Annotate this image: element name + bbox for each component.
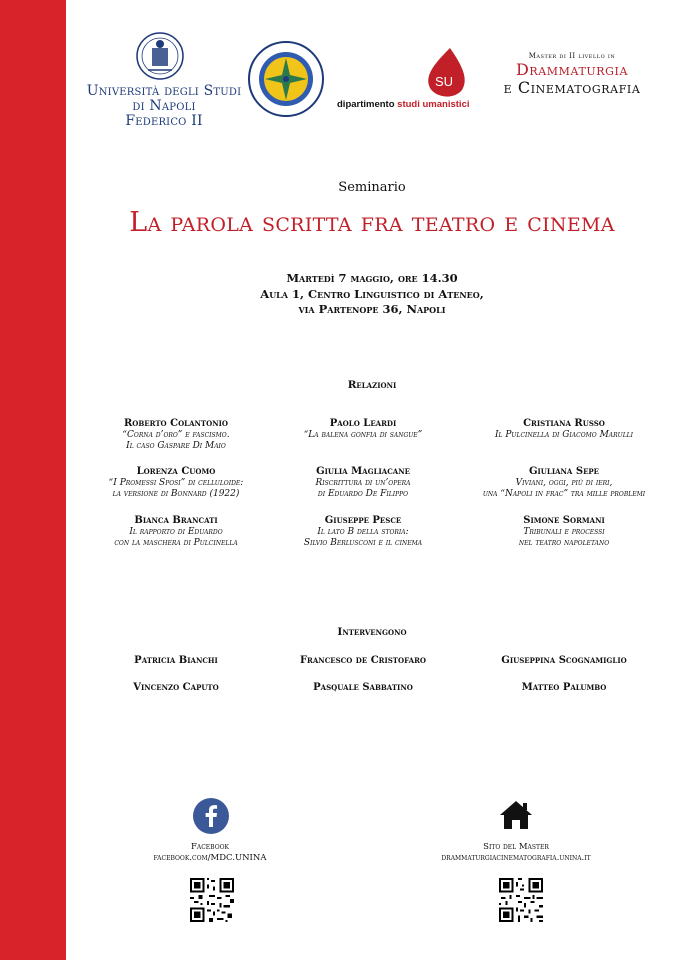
facebook-qr-code: [190, 878, 234, 922]
facebook-info: [90, 842, 330, 864]
master-name-line1: Drammaturgia: [515, 60, 629, 79]
university-name: Università degli Studi di Napoli Federico II: [86, 83, 242, 129]
home-icon[interactable]: [499, 800, 533, 830]
master-name-line2: e Cinematografia: [503, 78, 641, 97]
speaker-card: Giuseppe Pesce Il lato B della storia: Silvio Berlusconi e il cinema: [303, 515, 423, 548]
relazioni-heading: Relazioni: [347, 379, 397, 391]
event-kind: Seminario: [338, 180, 406, 195]
participant-name: Vincenzo Caputo: [133, 682, 219, 693]
university-seal-icon: [136, 30, 184, 82]
speaker-card: Lorenza Cuomo “I Promessi Sposi” di celluloide: la versione di Bonnard (1922): [108, 466, 244, 499]
participant-name: Pasquale Sabbatino: [313, 682, 413, 693]
event-venue-line2: via Partenope 36, Napoli: [298, 302, 446, 316]
speaker-card: Bianca Brancati Il rapporto di Eduardo con la maschera di Pulcinella: [114, 515, 238, 548]
event-title: La parola scritta fra teatro e cinema: [129, 207, 615, 238]
speaker-card: Cristiana Russo Il Pulcinella di Giacomo Marulli: [494, 418, 634, 440]
svg-text:SU: SU: [434, 74, 454, 89]
speaker-card: Roberto Colantonio “Corna d’oro” e fascismo. Il caso Gaspare Di Maio: [122, 418, 230, 451]
speaker-card: Giulia Magliacane Riscrittura di un’opera di Eduardo De Filippo: [315, 466, 411, 499]
department-logo-icon: [420, 46, 466, 100]
facebook-icon[interactable]: [193, 798, 229, 834]
speaker-card: Simone Sormani Tribunali e processi nel teatro napoletano: [518, 515, 610, 548]
event-venue-line1: Aula 1, Centro Linguistico di Ateneo,: [260, 286, 484, 301]
left-red-band: [0, 0, 66, 960]
site-label: Sito del Master: [483, 842, 549, 852]
intervengono-heading: Intervengono: [337, 626, 407, 638]
master-level: Master di II livello in: [528, 52, 616, 60]
facebook-label: Facebook: [190, 842, 230, 852]
participant-name: Giuseppina Scognamiglio: [501, 655, 627, 666]
participant-name: Patricia Bianchi: [134, 655, 218, 666]
event-details: [66, 271, 678, 318]
site-info: [396, 842, 636, 864]
language-centre-logo: [247, 40, 325, 118]
participant-name: Francesco de Cristofaro: [299, 655, 427, 666]
event-date-time: Martedì 7 maggio, ore 14.30: [286, 271, 458, 285]
facebook-link[interactable]: facebook.com/MDC.UNINA: [153, 853, 267, 863]
speaker-card: Giuliana Sepe Viviani, oggi, più di ieri, una “Napoli in frac” tra mille problemi: [482, 466, 646, 499]
site-qr-code: [499, 878, 543, 922]
speaker-card: Paolo Leardi “La balena gonfia di sangue”: [303, 418, 423, 440]
participant-name: Matteo Palumbo: [521, 682, 607, 693]
site-link[interactable]: drammaturgiacinematografia.unina.it: [441, 853, 591, 863]
department-name: dipartimento studi umanistici: [337, 99, 470, 110]
